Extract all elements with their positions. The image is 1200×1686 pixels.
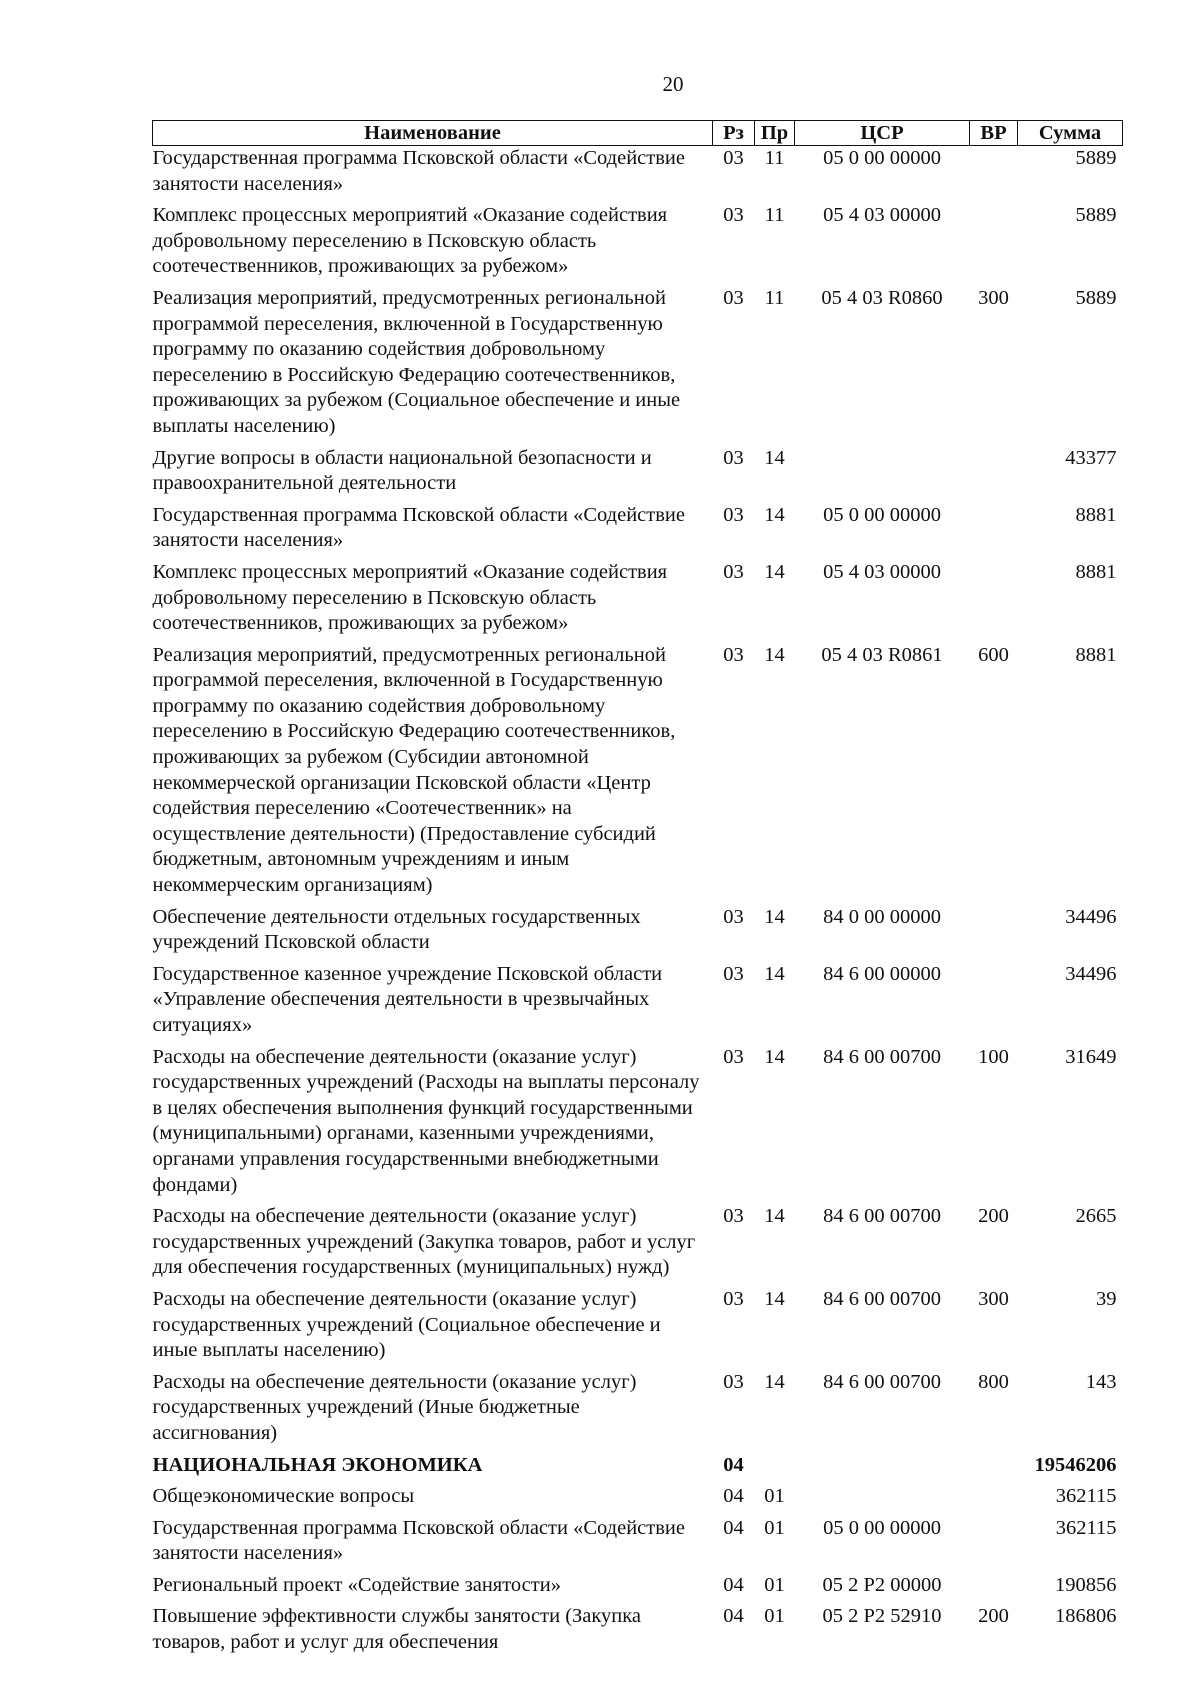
cell-name: Комплекс процессных мероприятий «Оказание содействия добровольному переселению в Псковскую область соотечественников, проживающих за рубежом»: [152, 560, 668, 635]
cell-vr: [970, 1510, 1018, 1567]
cell-csr: 05 4 03 R0860: [821, 286, 943, 309]
cell-pr: 14: [764, 1287, 785, 1310]
cell-vr: [970, 146, 1018, 198]
table-row: [153, 1447, 1123, 1479]
cell-name: Расходы на обеспечение деятельности (оказание услуг) государственных учреждений (Расходы на выплаты персоналу в целях обеспечения выполнения функций государственными (муниципальными) органами, казенными учреждениями, органами управления государственными внебюджетными фондами): [152, 1045, 700, 1196]
table-row: [153, 146, 1123, 198]
cell-name: Другие вопросы в области национальной безопасности и правоохранительной деятельности: [152, 446, 652, 495]
cell-pr: 14: [764, 905, 785, 928]
cell-vr: [970, 1447, 1018, 1479]
cell-name: Государственная программа Псковской области «Содействие занятости населения»: [152, 503, 685, 552]
table-header: [153, 121, 1123, 146]
table-row: [153, 1598, 1123, 1655]
cell-sum: 5889: [1075, 204, 1117, 227]
cell-rz: 03: [723, 1287, 744, 1310]
cell-name: Расходы на обеспечение деятельности (оказание услуг) государственных учреждений (Закупка товаров, работ и услуг для обеспечения государственных (муниципальных) нужд): [152, 1205, 696, 1279]
cell-pr: 14: [764, 503, 785, 526]
cell-sum: 8881: [1075, 560, 1117, 583]
cell-rz: 03: [723, 1205, 744, 1228]
header-vr: ВР: [970, 121, 1018, 146]
table-row: [153, 197, 1123, 280]
cell-vr: 200: [978, 1205, 1009, 1228]
cell-name: Обеспечение деятельности отдельных государственных учреждений Псковской области: [152, 905, 641, 954]
cell-rz: 04: [723, 1573, 744, 1596]
cell-csr: 05 4 03 00000: [823, 204, 941, 227]
cell-vr: 300: [978, 286, 1009, 309]
cell-pr: 14: [764, 962, 785, 985]
cell-name: НАЦИОНАЛЬНАЯ ЭКОНОМИКА: [152, 1453, 483, 1476]
cell-sum: 31649: [1065, 1045, 1117, 1068]
cell-name: Комплекс процессных мероприятий «Оказание содействия добровольному переселению в Псковскую область соотечественников, проживающих за рубежом»: [152, 204, 668, 278]
cell-sum: 2665: [1075, 1205, 1117, 1228]
budget-table: [152, 120, 1123, 1656]
cell-name: Повышение эффективности службы занятости (Закупка товаров, работ и услуг для обеспечения: [152, 1605, 642, 1654]
cell-rz: 03: [723, 147, 744, 169]
cell-sum: 19546206: [1034, 1453, 1117, 1476]
cell-vr: [970, 1567, 1018, 1599]
cell-rz: 03: [723, 446, 744, 469]
table-row: [153, 899, 1123, 956]
cell-pr: 14: [764, 1370, 785, 1393]
cell-pr: 14: [764, 1205, 785, 1228]
cell-csr: 84 6 00 00700: [823, 1205, 941, 1228]
cell-vr: [970, 956, 1018, 1039]
cell-sum: 190856: [1055, 1573, 1117, 1596]
cell-vr: [970, 497, 1018, 554]
cell-rz: 04: [723, 1453, 744, 1476]
cell-csr: 05 2 Р2 52910: [822, 1605, 942, 1628]
cell-vr: [970, 1478, 1018, 1510]
cell-name: Государственное казенное учреждение Псковской области «Управление обеспечения деятельности в чрезвычайных ситуациях»: [152, 962, 663, 1036]
cell-name: Государственная программа Псковской области «Содействие занятости населения»: [152, 1516, 685, 1565]
cell-rz: 03: [723, 643, 744, 666]
cell-pr: [755, 1447, 795, 1479]
cell-rz: 03: [723, 286, 744, 309]
cell-csr: 05 4 03 R0861: [821, 643, 943, 666]
table-body: [153, 146, 1123, 1656]
table-row: [153, 1510, 1123, 1567]
cell-pr: 14: [764, 1045, 785, 1068]
page-number: 20: [662, 72, 684, 96]
cell-sum: 143: [1085, 1370, 1117, 1393]
cell-pr: 14: [764, 643, 785, 666]
cell-rz: 03: [723, 1370, 744, 1393]
cell-name: Общеэкономические вопросы: [152, 1485, 415, 1508]
cell-pr: 14: [764, 446, 785, 469]
cell-csr: 84 6 00 00700: [823, 1045, 941, 1068]
cell-rz: 04: [723, 1485, 744, 1508]
cell-rz: 04: [723, 1605, 744, 1628]
cell-sum: 362115: [1055, 1516, 1117, 1539]
cell-name: Реализация мероприятий, предусмотренных региональной программой переселения, включенной в Государственную программу по оказанию содействия добровольному переселению в Российскую Федерацию соотечественников, проживающих за рубежом (Социальное обеспечение и иные выплаты населению): [152, 286, 681, 437]
cell-vr: [970, 197, 1018, 280]
cell-sum: 362115: [1055, 1485, 1117, 1508]
cell-pr: 11: [764, 147, 785, 169]
cell-vr: [970, 554, 1018, 637]
cell-pr: 11: [764, 286, 785, 309]
cell-pr: 01: [764, 1605, 785, 1628]
table-row: [153, 1039, 1123, 1199]
cell-name: Региональный проект «Содействие занятости»: [152, 1573, 561, 1596]
header-rz: Рз: [713, 121, 755, 146]
cell-rz: 03: [723, 962, 744, 985]
cell-pr: 01: [764, 1573, 785, 1596]
table-row: [153, 554, 1123, 637]
cell-pr: 01: [764, 1485, 785, 1508]
cell-csr: 84 0 00 00000: [823, 905, 941, 928]
cell-vr: 800: [978, 1370, 1009, 1393]
table-row: [153, 1281, 1123, 1364]
cell-csr: 84 6 00 00000: [823, 962, 941, 985]
cell-sum: 34496: [1065, 905, 1117, 928]
cell-sum: 39: [1096, 1287, 1117, 1310]
cell-rz: 03: [723, 905, 744, 928]
cell-name: Государственная программа Псковской области «Содействие занятости населения»: [152, 147, 685, 195]
table-row: [153, 637, 1123, 899]
header-pr: Пр: [755, 121, 795, 146]
cell-csr: 05 0 00 00000: [823, 503, 941, 526]
table-row: [153, 1478, 1123, 1510]
cell-vr: [970, 440, 1018, 497]
cell-csr: 84 6 00 00700: [823, 1287, 941, 1310]
cell-sum: 8881: [1075, 503, 1117, 526]
table-row: [153, 956, 1123, 1039]
cell-rz: 03: [723, 1045, 744, 1068]
table-row: [153, 497, 1123, 554]
cell-vr: 100: [978, 1045, 1009, 1068]
cell-csr: 84 6 00 00700: [823, 1370, 941, 1393]
cell-sum: 5889: [1075, 286, 1117, 309]
cell-csr: [795, 1447, 970, 1479]
cell-sum: 34496: [1065, 962, 1117, 985]
cell-pr: 11: [764, 204, 785, 227]
cell-csr: 05 2 Р2 00000: [822, 1573, 942, 1596]
table-row: [153, 1364, 1123, 1447]
cell-sum: 43377: [1065, 446, 1117, 469]
cell-rz: 03: [723, 560, 744, 583]
header-sum: Сумма: [1018, 121, 1123, 146]
cell-sum: 5889: [1075, 147, 1117, 169]
cell-name: Расходы на обеспечение деятельности (оказание услуг) государственных учреждений (Социальное обеспечение и иные выплаты населению): [152, 1287, 661, 1362]
cell-rz: 03: [723, 204, 744, 227]
cell-sum: 8881: [1075, 643, 1117, 666]
cell-vr: 300: [978, 1287, 1009, 1310]
table-row: [153, 1567, 1123, 1599]
cell-rz: 03: [723, 503, 744, 526]
cell-csr: [795, 440, 970, 497]
cell-csr: 05 4 03 00000: [823, 560, 941, 583]
header-name: Наименование: [153, 121, 713, 146]
cell-csr: 05 0 00 00000: [823, 147, 941, 169]
cell-vr: 600: [978, 643, 1009, 666]
table-row: [153, 280, 1123, 440]
table-row: [153, 1198, 1123, 1281]
cell-name: Расходы на обеспечение деятельности (оказание услуг) государственных учреждений (Иные бюджетные ассигнования): [152, 1370, 637, 1444]
header-csr: ЦСР: [795, 121, 970, 146]
cell-vr: [970, 899, 1018, 956]
cell-rz: 04: [723, 1516, 744, 1539]
cell-pr: 14: [764, 560, 785, 583]
cell-name: Реализация мероприятий, предусмотренных региональной программой переселения, включенной в Государственную программу по оказанию содействия добровольному переселению в Российскую Федерацию соотечественников, проживающих за рубежом (Субсидии автономной некоммерческой организации Псковской области «Центр содействия переселению «Соотечественник» на осуществление деятельности) (Предоставление субсидий бюджетным, автономным учреждениям и иным некоммерческим организациям): [152, 643, 676, 897]
table-row: [153, 440, 1123, 497]
cell-sum: 186806: [1055, 1605, 1117, 1628]
cell-pr: 01: [764, 1516, 785, 1539]
cell-vr: 200: [978, 1605, 1009, 1628]
cell-csr: [795, 1478, 970, 1510]
cell-csr: 05 0 00 00000: [823, 1516, 941, 1539]
